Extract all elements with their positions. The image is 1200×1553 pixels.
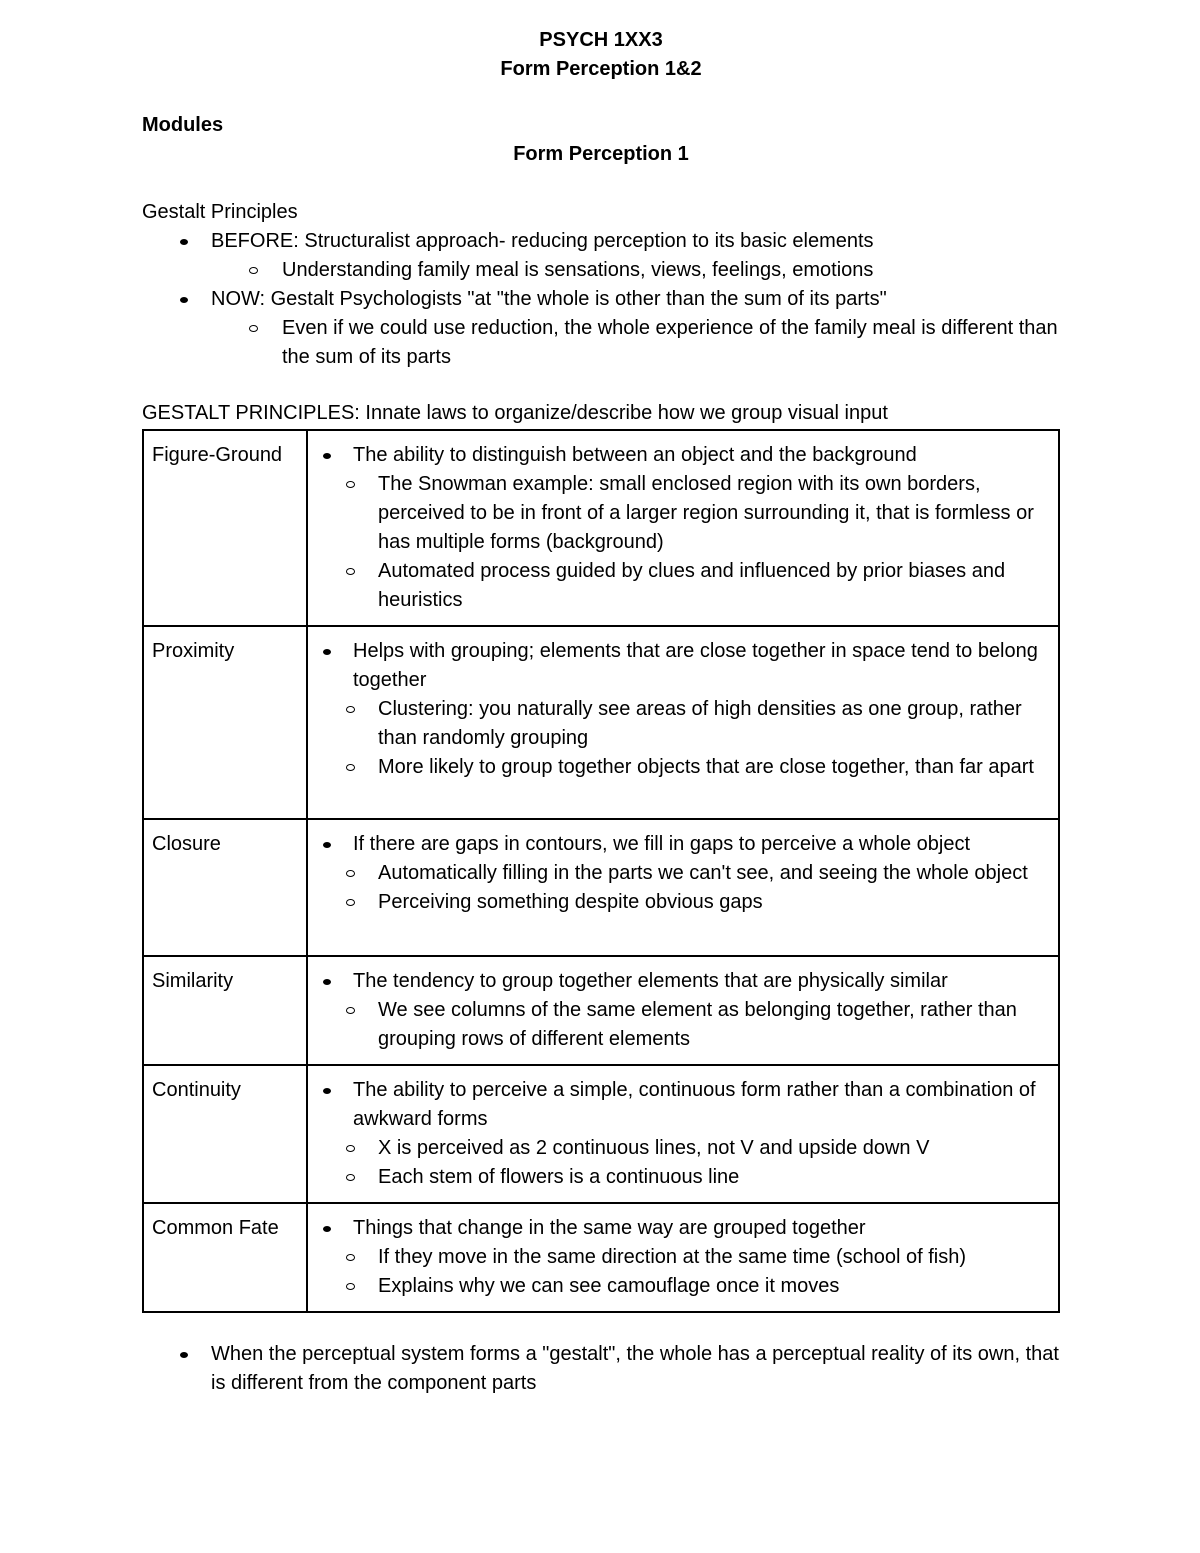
- list-item: [316, 637, 1050, 782]
- modules-label: Modules: [142, 114, 224, 136]
- bullet-text: NOW: Gestalt Psychologists "at "the whole is other than the sum of its parts": [211, 288, 887, 310]
- list-item: [316, 888, 1050, 917]
- list-item: [316, 996, 1050, 1054]
- list-item: [316, 695, 1050, 753]
- list-item: [316, 1076, 1050, 1192]
- sub-bullet-text: Understanding family meal is sensations, views, feelings, emotions: [282, 259, 874, 281]
- principle-term: Proximity: [143, 626, 307, 819]
- lecture-title: Form Perception 1&2: [500, 58, 702, 80]
- section-title: Form Perception 1: [513, 143, 689, 165]
- table-row: [143, 1203, 1059, 1312]
- principle-description: [307, 430, 1059, 626]
- intro-bullet-list: [142, 227, 1060, 372]
- sub-bullet-text: Clustering: you naturally see areas of high densities as one group, rather than randomly grouping: [378, 698, 1022, 749]
- sub-bullet-text: We see columns of the same element as belonging together, rather than grouping rows of different elements: [378, 999, 1017, 1050]
- sub-bullet-text: More likely to group together objects that are close together, than far apart: [378, 756, 1034, 778]
- sub-list: [211, 314, 1060, 372]
- bullet-text: When the perceptual system forms a "gestalt", the whole has a perceptual reality of its own, that is different from the component parts: [211, 1343, 1059, 1394]
- table-row: [143, 430, 1059, 626]
- principle-description: [307, 1203, 1059, 1312]
- sub-bullet-text: Automated process guided by clues and influenced by prior biases and heuristics: [378, 560, 1006, 611]
- list-item: [316, 441, 1050, 615]
- table-row: [143, 626, 1059, 819]
- sub-list: [211, 256, 1060, 285]
- list-item: [316, 470, 1050, 557]
- list-item: [316, 859, 1050, 888]
- sub-bullet-text: Each stem of flowers is a continuous line: [378, 1166, 740, 1188]
- list-item: [316, 1163, 1050, 1192]
- list-item: [316, 1134, 1050, 1163]
- principle-description: [307, 626, 1059, 819]
- bullet-text: If there are gaps in contours, we fill in gaps to perceive a whole object: [353, 833, 971, 855]
- list-item: [142, 285, 1060, 372]
- principle-term: Closure: [143, 819, 307, 956]
- closing-bullet-list: [142, 1340, 1060, 1398]
- list-item: [142, 227, 1060, 285]
- list-item: [316, 1243, 1050, 1272]
- sub-bullet-text: Even if we could use reduction, the whole experience of the family meal is different than the sum of its parts: [282, 317, 1058, 368]
- principle-term: Similarity: [143, 956, 307, 1065]
- list-item: [211, 314, 1060, 372]
- bullet-text: BEFORE: Structuralist approach- reducing perception to its basic elements: [211, 230, 874, 252]
- principle-term: Continuity: [143, 1065, 307, 1203]
- bullet-text: The ability to distinguish between an object and the background: [353, 444, 917, 466]
- principle-description: [307, 819, 1059, 956]
- course-title: PSYCH 1XX3: [539, 29, 663, 51]
- list-item: [316, 1214, 1050, 1301]
- table-row: [143, 1065, 1059, 1203]
- list-item: [316, 1272, 1050, 1301]
- list-item: [316, 830, 1050, 917]
- principle-description: [307, 956, 1059, 1065]
- gestalt-heading: Gestalt Principles: [142, 201, 298, 223]
- list-item: [316, 967, 1050, 1054]
- bullet-text: Things that change in the same way are grouped together: [353, 1217, 866, 1239]
- list-item: [316, 753, 1050, 782]
- sub-bullet-text: If they move in the same direction at the same time (school of fish): [378, 1246, 967, 1268]
- list-item: [142, 1340, 1060, 1398]
- sub-bullet-text: The Snowman example: small enclosed region with its own borders, perceived to be in front of a larger region surrounding it, that is formless or has multiple forms (background): [378, 473, 1034, 553]
- list-item: [211, 256, 1060, 285]
- bullet-text: The ability to perceive a simple, continuous form rather than a combination of awkward forms: [353, 1079, 1036, 1130]
- sub-bullet-text: Explains why we can see camouflage once it moves: [378, 1275, 840, 1297]
- gestalt-principles-table: [142, 429, 1060, 1313]
- list-item: [316, 557, 1050, 615]
- document-page: [142, 26, 1060, 1398]
- sub-bullet-text: Automatically filling in the parts we can't see, and seeing the whole object: [378, 862, 1028, 884]
- table-caption: GESTALT PRINCIPLES: Innate laws to organize/describe how we group visual input: [142, 402, 888, 424]
- table-row: [143, 956, 1059, 1065]
- bullet-text: The tendency to group together elements that are physically similar: [353, 970, 948, 992]
- table-row: [143, 819, 1059, 956]
- principle-term: Figure-Ground: [143, 430, 307, 626]
- sub-bullet-text: X is perceived as 2 continuous lines, not V and upside down V: [378, 1137, 930, 1159]
- principle-description: [307, 1065, 1059, 1203]
- bullet-text: Helps with grouping; elements that are close together in space tend to belong together: [353, 640, 1038, 691]
- principle-term: Common Fate: [143, 1203, 307, 1312]
- sub-bullet-text: Perceiving something despite obvious gaps: [378, 891, 763, 913]
